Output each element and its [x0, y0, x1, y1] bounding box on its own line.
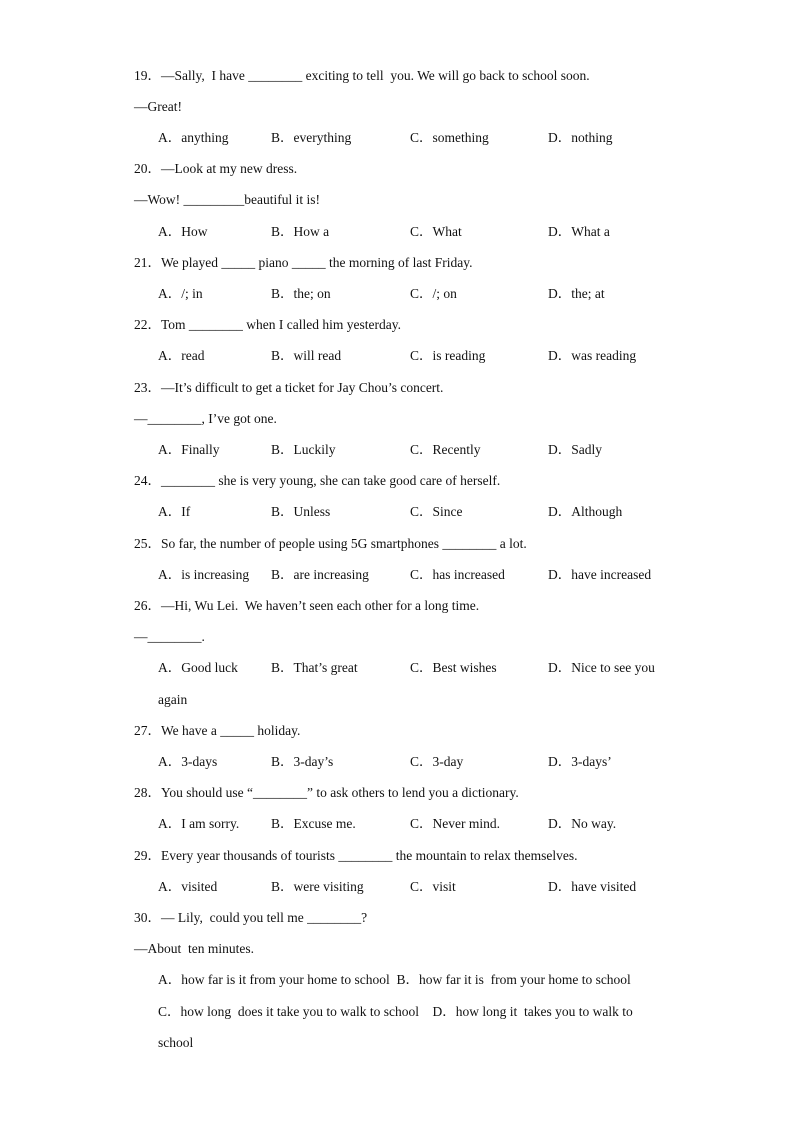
- option-b[interactable]: B．the; on: [271, 286, 331, 301]
- question-25-options: [158, 567, 678, 583]
- question-24-options: [158, 504, 678, 520]
- question-28-stem: 28．You should use “________” to ask others to lend you a dictionary.: [134, 785, 519, 800]
- question-27-stem: 27．We have a _____ holiday.: [134, 723, 301, 738]
- question-24-stem: 24．________ she is very young, she can take good care of herself.: [134, 473, 501, 488]
- option-d[interactable]: D．No way.: [548, 816, 617, 831]
- question-22-stem: 22．Tom ________ when I called him yesterday.: [134, 317, 401, 332]
- question-21-stem: 21．We played _____ piano _____ the morning of last Friday.: [134, 255, 473, 270]
- option-b[interactable]: B．everything: [271, 130, 352, 145]
- question-19-options: [158, 130, 678, 146]
- question-28-options: [158, 816, 678, 832]
- question-30-options-line-1[interactable]: A．how far is it from your home to school B．how far it is from your home to school: [158, 972, 631, 987]
- option-a[interactable]: A．anything: [158, 130, 229, 145]
- question-30-options-line-3: school: [158, 1035, 194, 1050]
- question-20-stem: 20．—Look at my new dress.: [134, 161, 298, 176]
- option-a[interactable]: A．How: [158, 224, 208, 239]
- question-26-reply: —________.: [134, 629, 205, 644]
- option-d[interactable]: D．3-days’: [548, 754, 612, 769]
- option-c[interactable]: C．visit: [410, 879, 456, 894]
- question-27-options: [158, 754, 678, 770]
- option-c[interactable]: C．3-day: [410, 754, 464, 769]
- question-20-options: [158, 224, 678, 240]
- option-a[interactable]: A．/; in: [158, 286, 203, 301]
- option-a[interactable]: A．3-days: [158, 754, 218, 769]
- option-b[interactable]: B．will read: [271, 348, 342, 363]
- question-21-options: [158, 286, 678, 302]
- option-c[interactable]: C．What: [410, 224, 462, 239]
- option-d[interactable]: D．What a: [548, 224, 610, 239]
- option-b[interactable]: B．are increasing: [271, 567, 369, 582]
- option-c[interactable]: C．has increased: [410, 567, 505, 582]
- option-d[interactable]: D．nothing: [548, 130, 613, 145]
- option-d[interactable]: D．the; at: [548, 286, 605, 301]
- option-b[interactable]: B．were visiting: [271, 879, 364, 894]
- option-a[interactable]: A．is increasing: [158, 567, 250, 582]
- option-c[interactable]: C．Never mind.: [410, 816, 500, 831]
- question-30-reply: —About ten minutes.: [134, 941, 254, 956]
- question-22-options: [158, 348, 678, 364]
- option-d[interactable]: D．Although: [548, 504, 623, 519]
- option-a[interactable]: A．read: [158, 348, 205, 363]
- option-c[interactable]: C．/; on: [410, 286, 457, 301]
- option-b[interactable]: B．Excuse me.: [271, 816, 356, 831]
- question-19-reply: —Great!: [134, 99, 182, 114]
- question-25-stem: 25．So far, the number of people using 5G smartphones ________ a lot.: [134, 536, 527, 551]
- option-a[interactable]: A．Good luck: [158, 660, 238, 675]
- question-26-options: [158, 660, 678, 676]
- option-c[interactable]: C．something: [410, 130, 489, 145]
- option-c[interactable]: C．Best wishes: [410, 660, 497, 675]
- question-26-option-continuation: again: [158, 692, 188, 707]
- option-a[interactable]: A．I am sorry.: [158, 816, 240, 831]
- option-a[interactable]: A．Finally: [158, 442, 220, 457]
- option-b[interactable]: B．3-day’s: [271, 754, 334, 769]
- option-b[interactable]: B．Unless: [271, 504, 331, 519]
- question-19-stem: 19．—Sally, I have ________ exciting to tell you. We will go back to school soon.: [134, 68, 590, 83]
- option-b[interactable]: B．How a: [271, 224, 330, 239]
- option-b[interactable]: B．Luckily: [271, 442, 336, 457]
- question-23-reply: —________, I’ve got one.: [134, 411, 277, 426]
- option-d[interactable]: D．was reading: [548, 348, 637, 363]
- option-b[interactable]: B．That’s great: [271, 660, 358, 675]
- question-23-options: [158, 442, 678, 458]
- option-d[interactable]: D．have increased: [548, 567, 652, 582]
- question-26-stem: 26．—Hi, Wu Lei. We haven’t seen each other for a long time.: [134, 598, 480, 613]
- option-a[interactable]: A．visited: [158, 879, 218, 894]
- question-29-stem: 29．Every year thousands of tourists ________ the mountain to relax themselves.: [134, 848, 578, 863]
- option-c[interactable]: C．Recently: [410, 442, 481, 457]
- question-30-stem: 30．— Lily, could you tell me ________?: [134, 910, 368, 925]
- question-23-stem: 23．—It’s difficult to get a ticket for Jay Chou’s concert.: [134, 380, 444, 395]
- question-20-reply: —Wow! _________beautiful it is!: [134, 192, 321, 207]
- option-d[interactable]: D．Sadly: [548, 442, 602, 457]
- option-d[interactable]: D．have visited: [548, 879, 637, 894]
- option-a[interactable]: A．If: [158, 504, 191, 519]
- option-c[interactable]: C．Since: [410, 504, 463, 519]
- option-d[interactable]: D．Nice to see you: [548, 660, 655, 675]
- question-30-options-line-2[interactable]: C．how long does it take you to walk to school D．how long it takes you to walk to: [158, 1004, 633, 1019]
- option-c[interactable]: C．is reading: [410, 348, 486, 363]
- question-29-options: [158, 879, 678, 895]
